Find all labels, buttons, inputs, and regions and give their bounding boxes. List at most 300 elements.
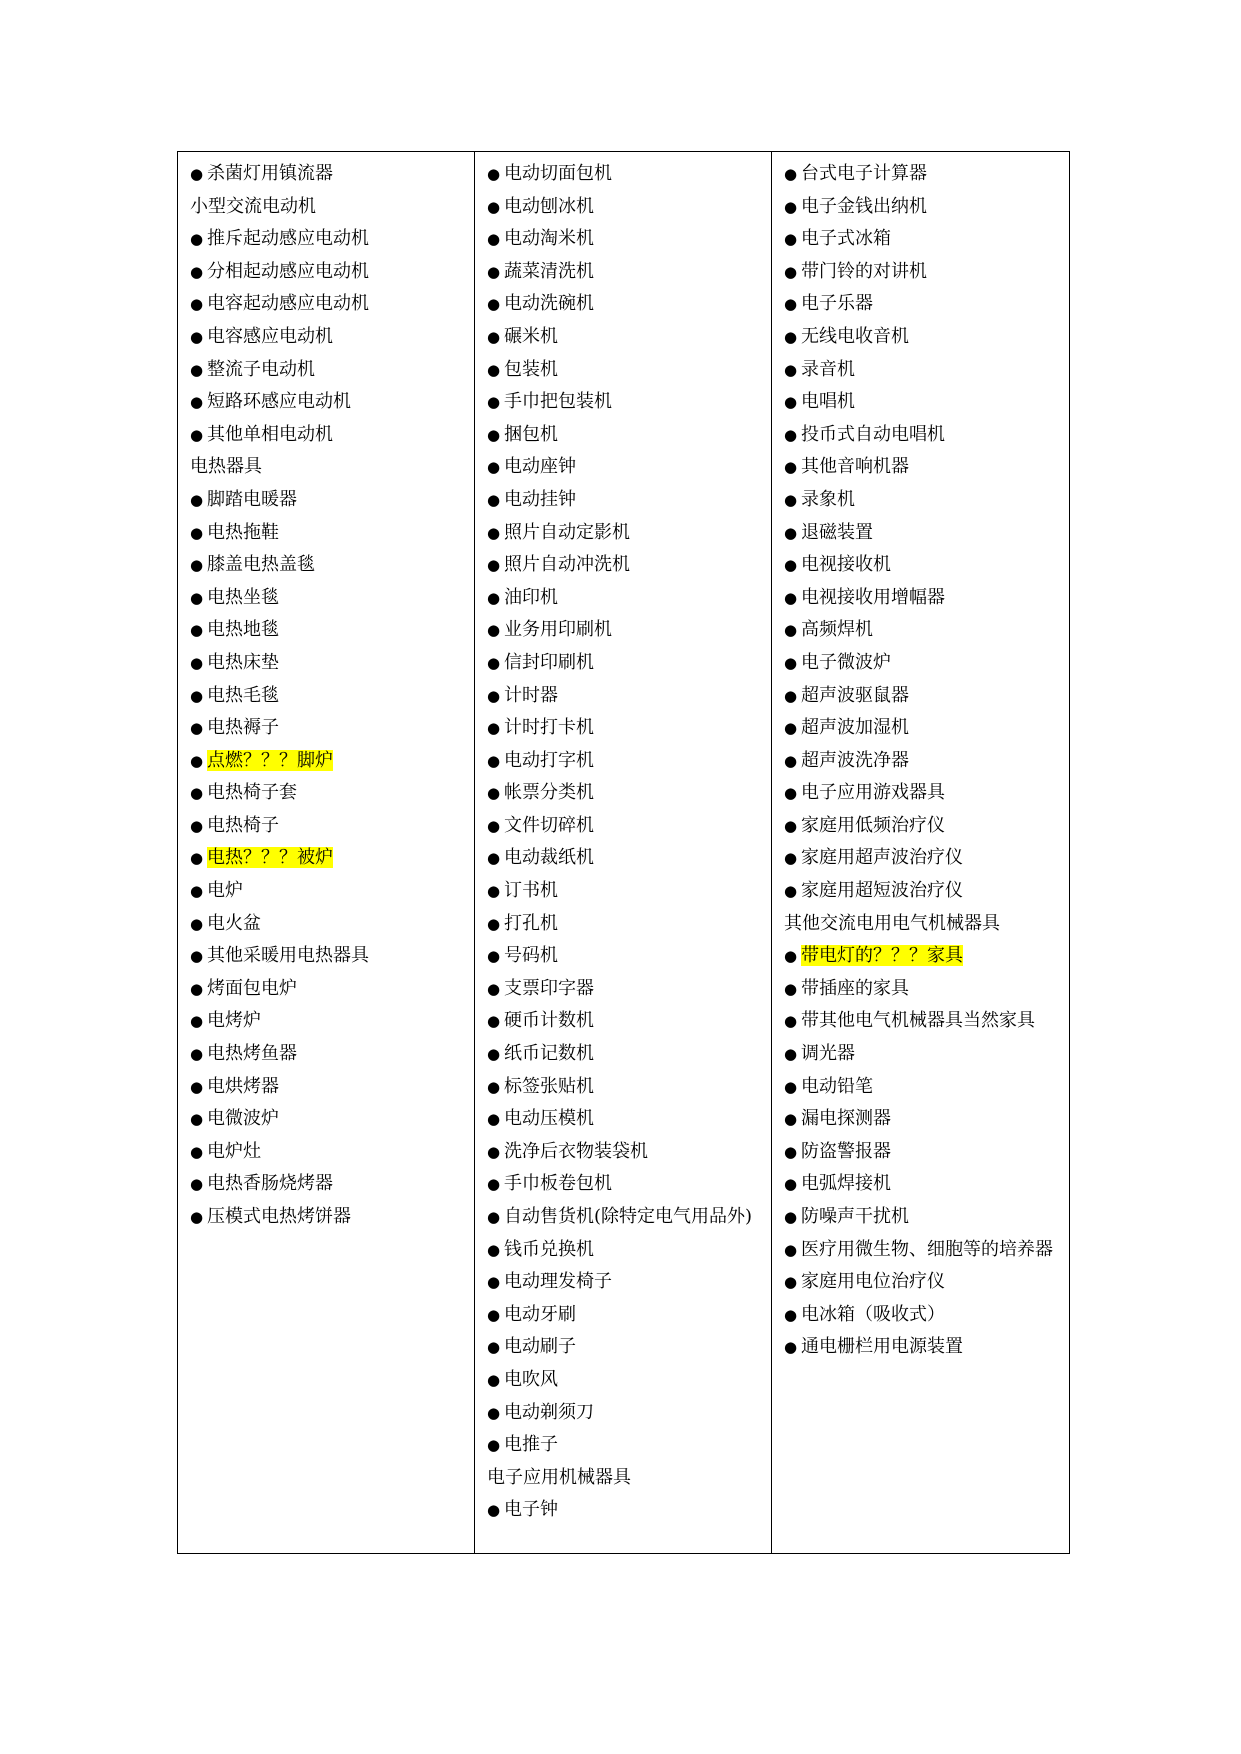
item-text: 电动切面包机 <box>504 163 612 184</box>
bullet-icon: ● <box>784 230 798 249</box>
bullet-icon: ● <box>784 1077 798 1096</box>
item-text: 电动理发椅子 <box>504 1271 612 1293</box>
item-text: 带插座的家具 <box>801 977 909 999</box>
list-item <box>487 1234 771 1267</box>
bullet-icon: ● <box>487 588 501 607</box>
item-text: 电视接收机 <box>801 554 891 576</box>
item-text: 投币式自动电唱机 <box>801 423 945 445</box>
item-text: 手巾板卷包机 <box>504 1173 612 1195</box>
bullet-icon: ● <box>784 849 798 868</box>
bullet-icon: ● <box>784 816 798 835</box>
bullet-icon: ● <box>487 1370 501 1389</box>
item-text: 计时器 <box>504 684 558 706</box>
item-text: 电热地毯 <box>207 619 279 641</box>
bullet-icon: ● <box>487 816 501 835</box>
list-item <box>784 1136 1069 1169</box>
highlighted-item-text: 点燃？？？脚炉 <box>207 749 333 771</box>
item-text: 电子钟 <box>504 1499 558 1521</box>
item-text: 电动刷子 <box>504 1336 576 1358</box>
bullet-icon: ● <box>190 882 204 901</box>
item-text: 其他单相电动机 <box>207 423 333 445</box>
bullet-icon: ● <box>784 360 798 379</box>
list-item <box>784 745 1069 778</box>
bullet-icon: ● <box>487 1175 501 1194</box>
item-text: 电动铅笔 <box>801 1075 873 1097</box>
bullet-icon: ● <box>190 425 204 444</box>
bullet-icon: ● <box>487 1240 501 1259</box>
bullet-icon: ● <box>784 327 798 346</box>
item-text: 电热椅子套 <box>207 782 297 804</box>
bullet-icon: ● <box>190 1175 204 1194</box>
item-text: 超声波加湿机 <box>801 717 909 739</box>
list-item <box>190 680 474 713</box>
bullet-icon: ● <box>784 1305 798 1324</box>
list-item <box>487 191 771 224</box>
item-text: 钱币兑换机 <box>504 1238 594 1260</box>
bullet-icon: ● <box>190 1012 204 1031</box>
item-text: 压模式电热烤饼器 <box>207 1206 351 1227</box>
list-item <box>190 875 474 908</box>
item-text: 硬币计数机 <box>504 1010 594 1032</box>
appliance-list-table <box>177 151 1070 1554</box>
item-text: 电热椅子 <box>207 814 279 836</box>
bullet-icon: ● <box>487 947 501 966</box>
bullet-icon: ● <box>190 1110 204 1129</box>
bullet-icon: ● <box>190 849 204 868</box>
bullet-icon: ● <box>190 621 204 640</box>
bullet-icon: ● <box>784 751 798 770</box>
list-item <box>784 321 1069 354</box>
list-item <box>487 256 771 289</box>
bullet-icon: ● <box>487 1077 501 1096</box>
list-item <box>487 1005 771 1038</box>
bullet-icon: ● <box>784 653 798 672</box>
list-item <box>190 321 474 354</box>
bullet-icon: ● <box>487 230 501 249</box>
list-item <box>190 908 474 941</box>
item-text: 电推子 <box>504 1434 558 1456</box>
bullet-icon: ● <box>784 490 798 509</box>
bullet-icon: ● <box>487 425 501 444</box>
item-text: 漏电探测器 <box>801 1108 891 1130</box>
item-text: 洗净后衣物装袋机 <box>504 1140 648 1162</box>
bullet-icon: ● <box>784 197 798 216</box>
list-item <box>190 614 474 647</box>
list-item <box>190 158 474 191</box>
item-text: 电动打字机 <box>504 749 594 771</box>
list-item <box>784 875 1069 908</box>
item-text: 电炉 <box>207 880 243 902</box>
list-item <box>487 549 771 582</box>
list-item <box>487 1299 771 1332</box>
bullet-icon: ● <box>487 1045 501 1064</box>
item-text: 油印机 <box>504 586 558 608</box>
category-heading <box>487 1462 771 1495</box>
bullet-icon: ● <box>784 1240 798 1259</box>
item-text: 电唱机 <box>801 391 855 413</box>
item-text: 电炉灶 <box>207 1140 261 1162</box>
item-text: 电子金钱出纳机 <box>801 195 927 217</box>
highlighted-item-text: 电热？？？被炉 <box>207 847 333 869</box>
list-item <box>190 1005 474 1038</box>
item-text: 电热坐毯 <box>207 586 279 608</box>
list-item <box>784 354 1069 387</box>
bullet-icon: ● <box>487 882 501 901</box>
list-item <box>487 386 771 419</box>
list-item <box>190 582 474 615</box>
list-item <box>487 647 771 680</box>
bullet-icon: ● <box>784 1208 798 1226</box>
item-text: 电吹风 <box>504 1368 558 1390</box>
item-text: 碾米机 <box>504 325 558 347</box>
item-text: 自动售货机(除特定电气用品外) <box>504 1206 753 1227</box>
item-text: 推斥起动感应电动机 <box>207 228 369 250</box>
list-item <box>190 288 474 321</box>
list-item <box>487 908 771 941</box>
bullet-icon: ● <box>784 1175 798 1194</box>
list-item <box>487 1201 771 1234</box>
bullet-icon: ● <box>487 1110 501 1129</box>
item-text: 录象机 <box>801 488 855 510</box>
list-item <box>784 1299 1069 1332</box>
item-text: 电动刨冰机 <box>504 195 594 217</box>
item-text: 帐票分类机 <box>504 782 594 804</box>
item-text: 订书机 <box>504 880 558 902</box>
list-item <box>784 191 1069 224</box>
bullet-icon: ● <box>487 458 501 477</box>
list-item <box>487 158 771 191</box>
list-item <box>190 777 474 810</box>
bullet-icon: ● <box>784 262 798 281</box>
bullet-icon: ● <box>784 1338 798 1357</box>
list-item <box>487 288 771 321</box>
item-list <box>178 152 474 1234</box>
bullet-icon: ● <box>190 719 204 738</box>
list-item <box>487 712 771 745</box>
bullet-icon: ● <box>190 1077 204 1096</box>
list-item <box>784 288 1069 321</box>
list-item <box>487 1168 771 1201</box>
bullet-icon: ● <box>487 653 501 672</box>
bullet-icon: ● <box>190 556 204 575</box>
list-item <box>487 582 771 615</box>
bullet-icon: ● <box>487 197 501 216</box>
list-item <box>190 223 474 256</box>
list-item <box>190 842 474 875</box>
bullet-icon: ● <box>487 1501 501 1520</box>
list-item <box>784 1201 1069 1234</box>
list-item <box>190 1071 474 1104</box>
bullet-icon: ● <box>190 653 204 672</box>
bullet-icon: ● <box>487 784 501 803</box>
bullet-icon: ● <box>784 393 798 412</box>
bullet-icon: ● <box>487 979 501 998</box>
item-text: 电动淘米机 <box>504 228 594 250</box>
list-item <box>784 549 1069 582</box>
item-text: 超声波驱鼠器 <box>801 684 909 706</box>
list-item <box>487 1494 771 1527</box>
bullet-icon: ● <box>784 523 798 542</box>
list-item <box>784 1168 1069 1201</box>
list-item <box>487 810 771 843</box>
bullet-icon: ● <box>190 523 204 542</box>
bullet-icon: ● <box>190 1208 204 1226</box>
item-text: 电热褥子 <box>207 717 279 739</box>
list-item <box>784 419 1069 452</box>
bullet-icon: ● <box>487 1012 501 1031</box>
list-item <box>784 484 1069 517</box>
item-text: 通电栅栏用电源装置 <box>801 1336 963 1358</box>
item-text: 防噪声干扰机 <box>801 1206 909 1227</box>
list-item <box>487 745 771 778</box>
item-text: 防盗警报器 <box>801 1140 891 1162</box>
item-text: 电子微波炉 <box>801 651 891 673</box>
bullet-icon: ● <box>190 588 204 607</box>
list-item <box>190 647 474 680</box>
item-text: 烤面包电炉 <box>207 977 297 999</box>
list-item <box>487 1038 771 1071</box>
list-item <box>487 777 771 810</box>
list-item <box>784 223 1069 256</box>
item-text: 信封印刷机 <box>504 651 594 673</box>
item-text: 其他交流电用电气机械器具 <box>784 912 1000 934</box>
item-text: 高频焊机 <box>801 619 873 641</box>
list-item <box>487 451 771 484</box>
list-item <box>487 875 771 908</box>
bullet-icon: ● <box>784 882 798 901</box>
list-item <box>487 1136 771 1169</box>
list-item <box>487 614 771 647</box>
item-text: 蔬菜清洗机 <box>504 260 594 282</box>
bullet-icon: ● <box>784 1273 798 1292</box>
bullet-icon: ● <box>190 1142 204 1161</box>
item-text: 膝盖电热盖毯 <box>207 554 315 576</box>
item-text: 医疗用微生物、细胞等的培养器 <box>801 1238 1053 1260</box>
item-text: 电容起动感应电动机 <box>207 293 369 315</box>
category-heading <box>784 908 1069 941</box>
bullet-icon: ● <box>784 458 798 477</box>
bullet-icon: ● <box>487 360 501 379</box>
list-item <box>190 354 474 387</box>
list-item <box>190 256 474 289</box>
item-text: 家庭用超声波治疗仪 <box>801 847 963 869</box>
list-item <box>487 1331 771 1364</box>
item-text: 台式电子计算器 <box>801 163 927 184</box>
bullet-icon: ● <box>190 295 204 314</box>
list-item <box>784 810 1069 843</box>
bullet-icon: ● <box>784 1045 798 1064</box>
bullet-icon: ● <box>190 327 204 346</box>
item-list <box>772 152 1069 1364</box>
list-item <box>784 256 1069 289</box>
list-item <box>190 810 474 843</box>
list-item <box>784 712 1069 745</box>
item-list <box>475 152 771 1527</box>
item-text: 电子乐器 <box>801 293 873 315</box>
item-text: 捆包机 <box>504 423 558 445</box>
item-text: 电热烤鱼器 <box>207 1043 297 1065</box>
list-item <box>487 1364 771 1397</box>
bullet-icon: ● <box>487 490 501 509</box>
category-heading <box>190 191 474 224</box>
list-item <box>190 1038 474 1071</box>
list-item <box>190 1136 474 1169</box>
item-text: 纸币记数机 <box>504 1043 594 1065</box>
list-item <box>784 451 1069 484</box>
table-row <box>178 152 1070 1554</box>
bullet-icon: ● <box>190 165 204 183</box>
item-text: 电冰箱（吸收式） <box>801 1303 945 1325</box>
list-item <box>190 1168 474 1201</box>
item-text: 电动裁纸机 <box>504 847 594 869</box>
list-item <box>190 712 474 745</box>
item-text: 录音机 <box>801 358 855 380</box>
bullet-icon: ● <box>784 719 798 738</box>
list-item <box>487 1266 771 1299</box>
item-text: 短路环感应电动机 <box>207 391 351 413</box>
item-text: 家庭用电位治疗仪 <box>801 1271 945 1293</box>
list-item <box>784 842 1069 875</box>
item-text: 电热拖鞋 <box>207 521 279 543</box>
bullet-icon: ● <box>784 588 798 607</box>
list-item <box>487 973 771 1006</box>
item-text: 超声波洗净器 <box>801 749 909 771</box>
item-text: 家庭用超短波治疗仪 <box>801 880 963 902</box>
item-text: 带门铃的对讲机 <box>801 260 927 282</box>
bullet-icon: ● <box>784 979 798 998</box>
item-text: 照片自动冲洗机 <box>504 554 630 576</box>
list-item <box>784 1005 1069 1038</box>
bullet-icon: ● <box>487 1208 501 1226</box>
bullet-icon: ● <box>487 327 501 346</box>
item-text: 电火盆 <box>207 912 261 934</box>
bullet-icon: ● <box>487 1305 501 1324</box>
list-item <box>487 223 771 256</box>
item-text: 电子应用机械器具 <box>487 1466 631 1488</box>
bullet-icon: ● <box>487 556 501 575</box>
bullet-icon: ● <box>190 914 204 933</box>
item-text: 电烘烤器 <box>207 1075 279 1097</box>
bullet-icon: ● <box>784 295 798 314</box>
bullet-icon: ● <box>784 784 798 803</box>
list-item <box>487 1103 771 1136</box>
list-item <box>784 582 1069 615</box>
bullet-icon: ● <box>784 686 798 705</box>
list-item <box>487 1071 771 1104</box>
bullet-icon: ● <box>487 849 501 868</box>
item-text: 电热床垫 <box>207 651 279 673</box>
item-text: 电热器具 <box>190 456 262 478</box>
item-text: 电动压模机 <box>504 1108 594 1130</box>
item-text: 带其他电气机械器具当然家具 <box>801 1010 1035 1032</box>
item-text: 支票印字器 <box>504 977 594 999</box>
item-text: 其他音响机器 <box>801 456 909 478</box>
bullet-icon: ● <box>487 621 501 640</box>
bullet-icon: ● <box>190 784 204 803</box>
bullet-icon: ● <box>487 262 501 281</box>
bullet-icon: ● <box>190 947 204 966</box>
item-text: 退磁装置 <box>801 521 873 543</box>
item-text: 电热毛毯 <box>207 684 279 706</box>
item-text: 电动挂钟 <box>504 488 576 510</box>
highlighted-item-text: 带电灯的？？？家具 <box>801 945 963 967</box>
column-1 <box>178 152 475 1554</box>
item-text: 其他采暖用电热器具 <box>207 945 369 967</box>
list-item <box>487 1397 771 1430</box>
list-item <box>784 1234 1069 1267</box>
item-text: 电烤炉 <box>207 1010 261 1032</box>
bullet-icon: ● <box>190 686 204 705</box>
bullet-icon: ● <box>784 621 798 640</box>
list-item <box>487 419 771 452</box>
item-text: 号码机 <box>504 945 558 967</box>
bullet-icon: ● <box>487 1142 501 1161</box>
column-3 <box>772 152 1070 1554</box>
bullet-icon: ● <box>487 914 501 933</box>
item-text: 包装机 <box>504 358 558 380</box>
list-item <box>487 354 771 387</box>
list-item <box>784 1331 1069 1364</box>
item-text: 杀菌灯用镇流器 <box>207 163 333 184</box>
item-text: 电视接收用增幅器 <box>801 586 945 608</box>
item-text: 电动牙刷 <box>504 1303 576 1325</box>
item-text: 电动洗碗机 <box>504 293 594 315</box>
item-text: 电微波炉 <box>207 1108 279 1130</box>
bullet-icon: ● <box>487 1338 501 1357</box>
item-text: 脚踏电暖器 <box>207 488 297 510</box>
list-item <box>190 1201 474 1234</box>
list-item <box>784 614 1069 647</box>
list-item <box>784 158 1069 191</box>
item-text: 家庭用低频治疗仪 <box>801 814 945 836</box>
bullet-icon: ● <box>190 979 204 998</box>
item-text: 整流子电动机 <box>207 358 315 380</box>
bullet-icon: ● <box>190 360 204 379</box>
list-item <box>487 321 771 354</box>
list-item <box>784 940 1069 973</box>
item-text: 电容感应电动机 <box>207 325 333 347</box>
list-item <box>784 1266 1069 1299</box>
list-item <box>487 842 771 875</box>
item-text: 电动座钟 <box>504 456 576 478</box>
list-item <box>190 484 474 517</box>
bullet-icon: ● <box>487 686 501 705</box>
bullet-icon: ● <box>487 295 501 314</box>
bullet-icon: ● <box>784 1142 798 1161</box>
item-text: 手巾把包装机 <box>504 391 612 413</box>
bullet-icon: ● <box>487 1436 501 1455</box>
item-text: 计时打卡机 <box>504 717 594 739</box>
bullet-icon: ● <box>190 230 204 249</box>
list-item <box>487 484 771 517</box>
bullet-icon: ● <box>784 556 798 575</box>
bullet-icon: ● <box>190 262 204 281</box>
bullet-icon: ● <box>487 523 501 542</box>
list-item <box>784 1038 1069 1071</box>
bullet-icon: ● <box>487 719 501 738</box>
list-item <box>784 1103 1069 1136</box>
item-text: 调光器 <box>801 1043 855 1065</box>
list-item <box>784 517 1069 550</box>
bullet-icon: ● <box>487 393 501 412</box>
bullet-icon: ● <box>190 393 204 412</box>
item-text: 电动剃须刀 <box>504 1401 594 1423</box>
item-text: 文件切碎机 <box>504 814 594 836</box>
list-item <box>487 517 771 550</box>
list-item <box>190 973 474 1006</box>
list-item <box>190 419 474 452</box>
bullet-icon: ● <box>784 947 798 966</box>
